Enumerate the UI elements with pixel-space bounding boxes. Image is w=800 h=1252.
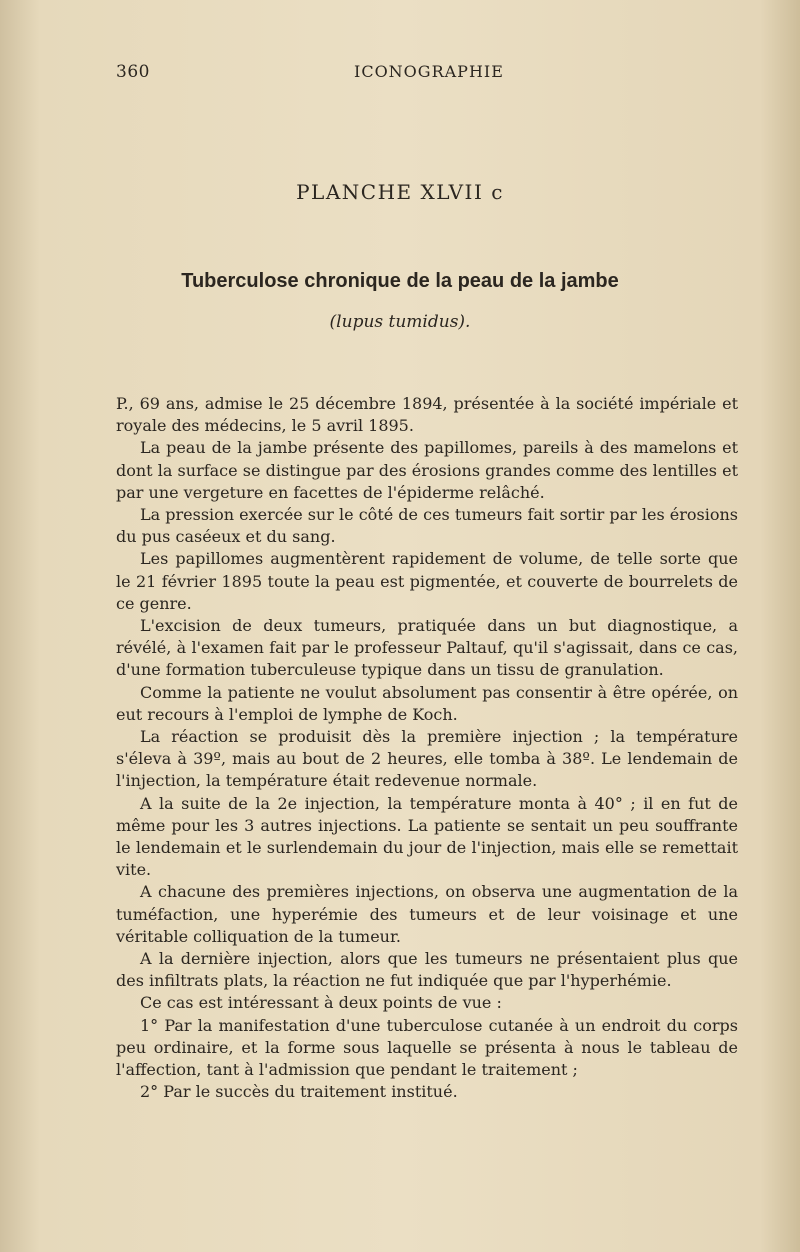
paragraph: 2° Par le succès du traitement institué. (140, 1082, 458, 1102)
page-header (116, 62, 740, 88)
paragraph: Les papillomes augmentèrent rapidement de volume, de telle sorte que le 21 février 1895 toute la peau est pigmentée, et couverte de bourrelets de ce genre. (116, 549, 738, 613)
paragraph: La pression exercée sur le côté de ces tumeurs fait sortir par les érosions du pus caséeux et du sang. (116, 505, 738, 547)
running-head: ICONOGRAPHIE (354, 62, 504, 81)
paragraph: A la dernière injection, alors que les tumeurs ne présentaient plus que des infiltrats plats, la réaction ne fut indiquée que par l'hyperhémie. (116, 949, 738, 991)
paragraph: 1° Par la manifestation d'une tuberculose cutanée à un endroit du corps peu ordinaire, et la forme sous laquelle se présenta à nous le tableau de l'affection, tant à l'admission que pendant le traitement ; (116, 1015, 738, 1080)
plate-heading: PLANCHE XLVII c (296, 180, 504, 204)
paragraph: A chacune des premières injections, on observa une augmentation de la tuméfaction, une hyperémie des tumeurs et de leur voisinage et une véritable colliquation de la tumeur. (116, 882, 738, 946)
paragraph: Ce cas est intéressant à deux points de vue : (140, 993, 502, 1013)
paragraph: A la suite de la 2e injection, la température monta à 40° ; il en fut de même pour les 3 autres injections. La patiente se sentait un peu souffrante le lendemain et le surlendemain du jour de l'injection, mais elle se remettait vite. (116, 793, 738, 880)
article-subtitle: (lupus tumidus). (329, 312, 471, 332)
page-number: 360 (116, 62, 150, 82)
body-text (116, 393, 738, 1104)
article-title: Tuberculose chronique de la peau de la jambe (181, 270, 619, 292)
paragraph: La réaction se produisit dès la première injection ; la température s'éleva à 39º, mais au bout de 2 heures, elle tomba à 38º. Le lendemain de l'injection, la température était redevenue normale. (116, 727, 738, 791)
paragraph: Comme la patiente ne voulut absolument pas consentir à être opérée, on eut recours à l'emploi de lymphe de Koch. (116, 682, 738, 724)
paragraph: P., 69 ans, admise le 25 décembre 1894, présentée à la société impériale et royale des médecins, le 5 avril 1895. (116, 394, 738, 436)
paragraph: L'excision de deux tumeurs, pratiquée dans un but diagnostique, a révélé, à l'examen fait par le professeur Paltauf, qu'il s'agissait, dans ce cas, d'une formation tuberculeuse typique dans un tissu de granulation. (116, 616, 738, 680)
paragraph: La peau de la jambe présente des papillomes, pareils à des mamelons et dont la surface se distingue par des érosions grandes comme des lentilles et par une vergeture en facettes de l'épiderme relâché. (116, 438, 738, 502)
